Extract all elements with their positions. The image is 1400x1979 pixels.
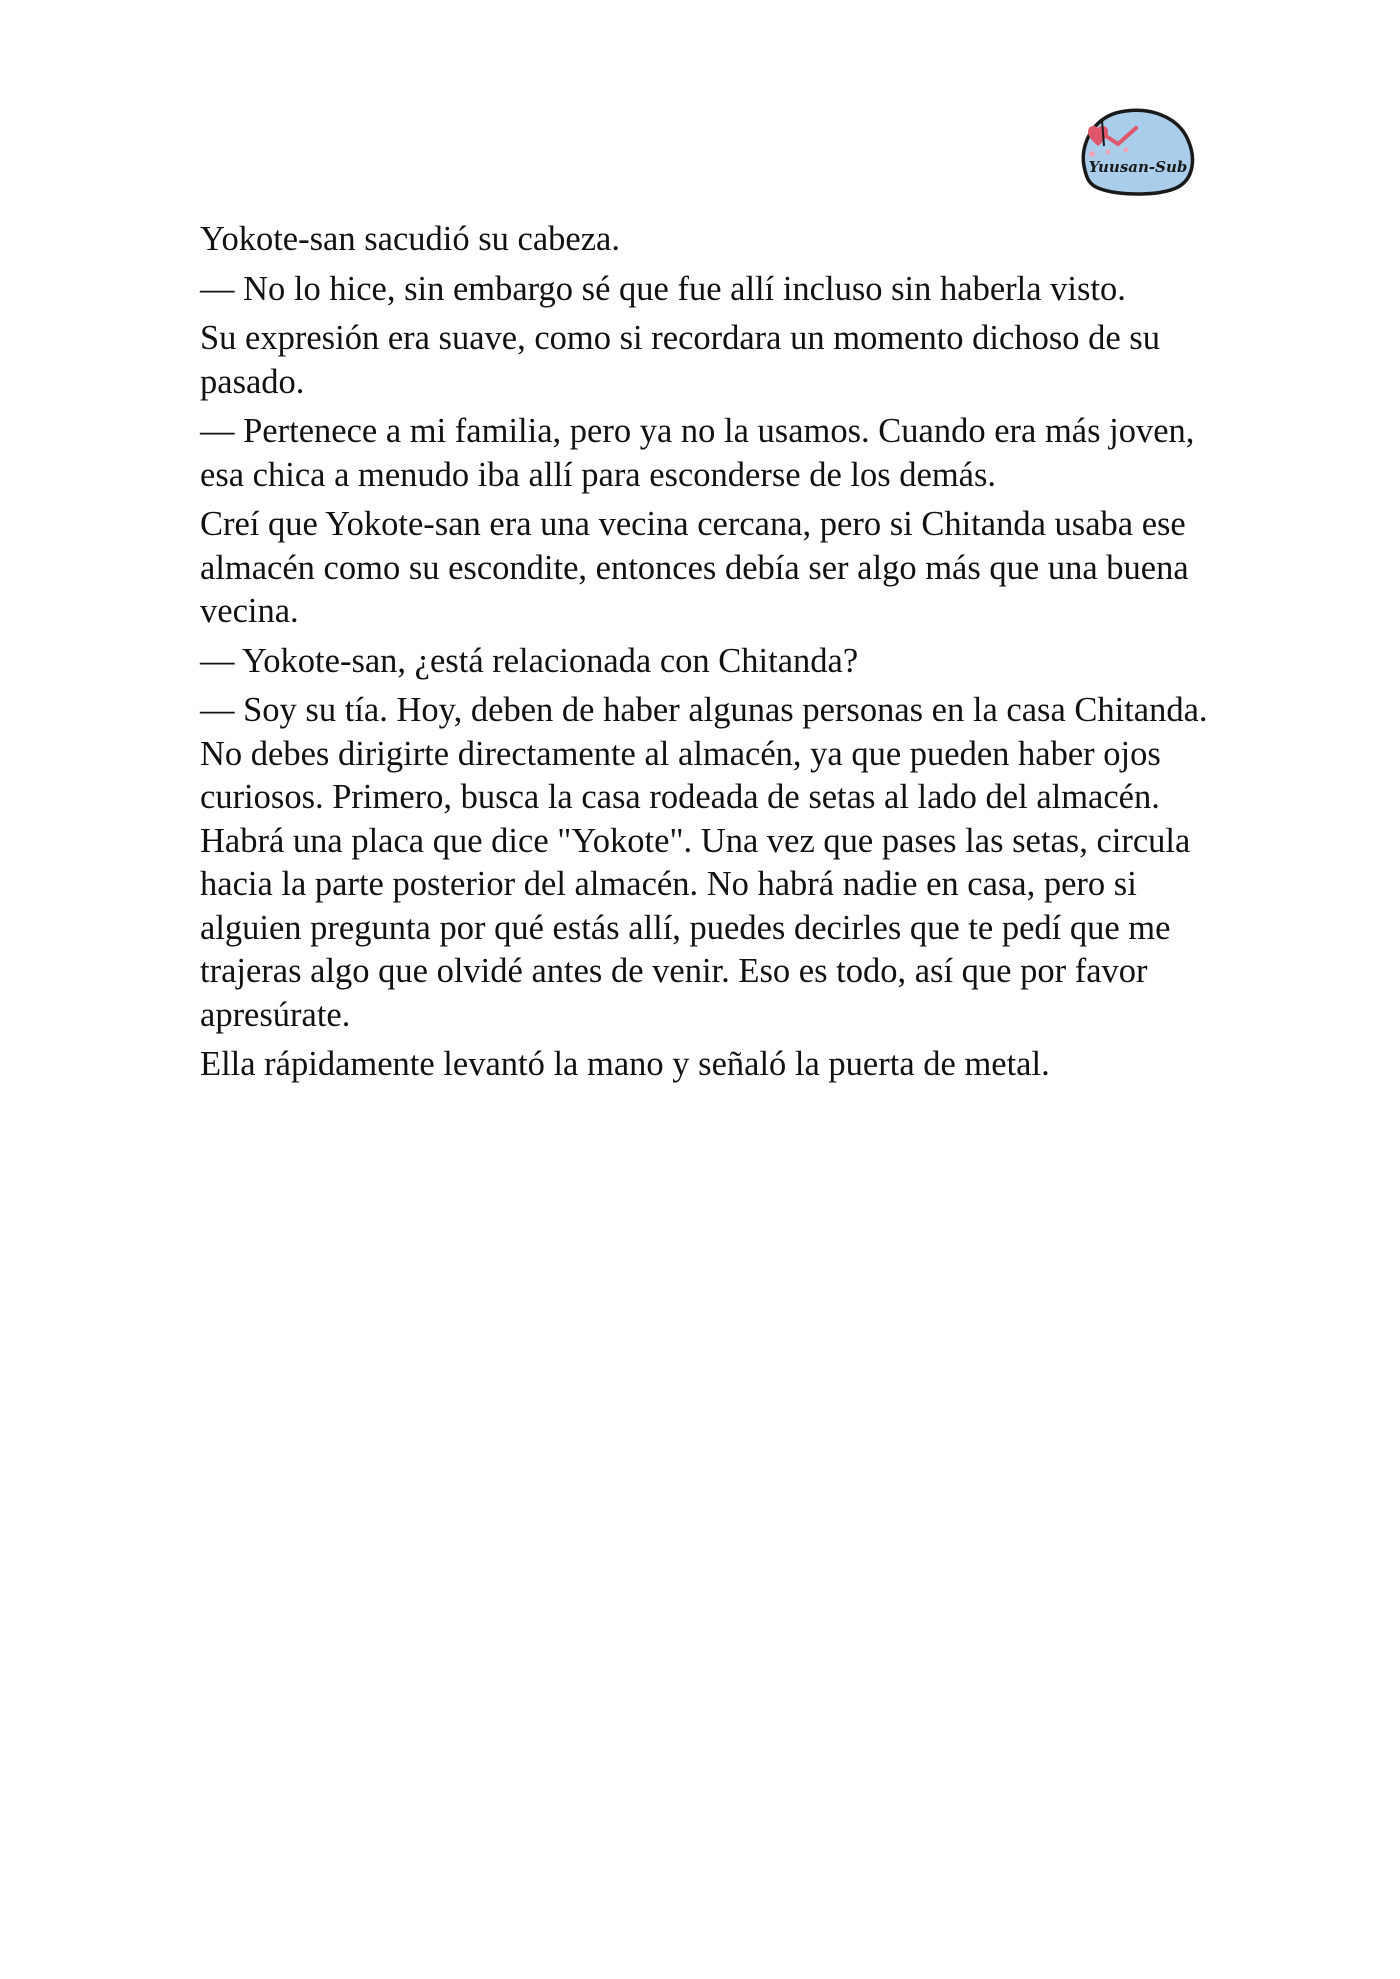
paragraph: Ella rápidamente levantó la mano y señaló la puerta de metal.	[200, 1045, 1050, 1083]
logo-text: Yuusan-Sub	[1088, 158, 1188, 176]
logo-dot	[1089, 151, 1095, 157]
paragraph: Creí que Yokote-san era una vecina cercana, pero si Chitanda usaba ese almacén como su escondite, entonces debía ser algo más que una buena vecina.	[200, 505, 1189, 630]
logo-dot	[1124, 148, 1129, 153]
paragraph: Yokote-san sacudió su cabeza.	[200, 220, 620, 258]
logo-blob-shape	[1083, 110, 1192, 194]
logo-emblem	[1078, 106, 1196, 196]
paragraph: — Pertenece a mi familia, pero ya no la usamos. Cuando era más joven, esa chica a menudo iba allí para esconderse de los demás.	[200, 412, 1195, 494]
yuusan-sub-logo	[1078, 106, 1196, 196]
paragraph: — Soy su tía. Hoy, deben de haber algunas personas en la casa Chitanda. No debes dirigirte directamente al almacén, ya que pueden haber ojos curiosos. Primero, busca la casa rodeada de setas al lado del almacén. Habrá una placa que dice "Yokote". Una vez que pases las setas, circula hacia la parte posterior del almacén. No habrá nadie en casa, pero si alguien pregunta por qué estás allí, puedes decirles que te pedí que me trajeras algo que olvidé antes de venir. Eso es todo, así que por favor apresúrate.	[200, 691, 1208, 1034]
text-body	[200, 218, 1210, 1093]
logo-dot	[1106, 150, 1111, 155]
paragraph: — No lo hice, sin embargo sé que fue allí incluso sin haberla visto.	[200, 269, 1126, 308]
paragraph: Su expresión era suave, como si recordara un momento dichoso de su pasado.	[200, 319, 1160, 401]
paragraph: — Yokote-san, ¿está relacionada con Chitanda?	[200, 641, 859, 680]
